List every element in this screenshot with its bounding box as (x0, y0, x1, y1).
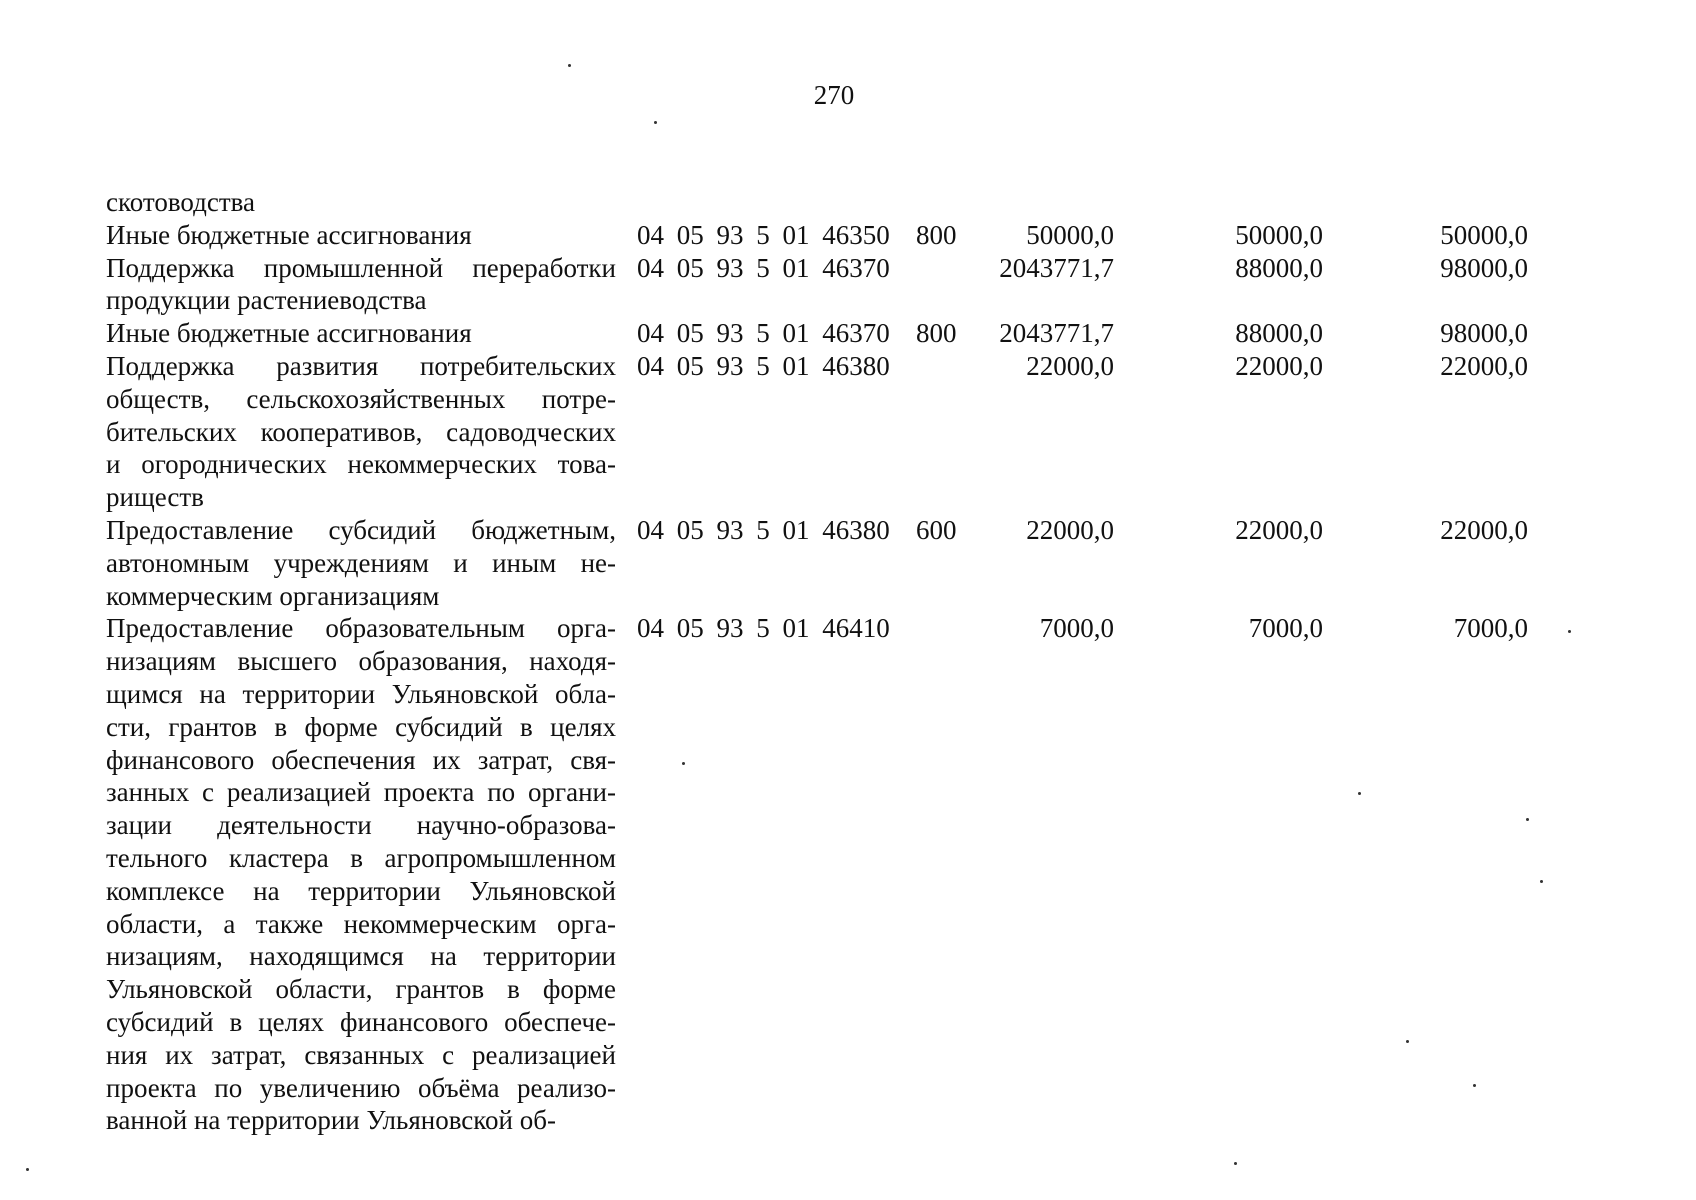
row-description-line: Поддержка промышленной переработки (106, 252, 616, 283)
row-description-line: Поддержка развития потребительских (106, 351, 616, 381)
row-description-line: финансового обеспечения их затрат, свя- (106, 744, 616, 775)
row-amount-1: 22000,0 (1026, 351, 1114, 381)
scan-speck (682, 762, 685, 765)
row-code: 04 05 93 5 01 46380 (637, 351, 890, 381)
row-amount-1: 2043771,7 (999, 252, 1114, 283)
row-description-line: ния их затрат, связанных с реализацией (106, 1039, 616, 1070)
row-code: 04 05 93 5 01 46410 (637, 613, 890, 644)
row-description-line: продукции растениеводства (106, 285, 427, 316)
scan-speck (1526, 818, 1529, 821)
row-description-line: Иные бюджетные ассигнования (106, 318, 472, 349)
row-amount-2: 88000,0 (1235, 252, 1323, 283)
scan-speck (1568, 630, 1571, 633)
row-description-line: щимся на территории Ульяновской обла- (106, 679, 616, 709)
row-amount-3: 98000,0 (1440, 252, 1528, 283)
row-description-line: занных с реализацией проекта по органи- (106, 777, 616, 808)
row-description-line: бительских кооперативов, садоводческих (106, 416, 616, 447)
row-amount-1: 2043771,7 (999, 318, 1114, 349)
row-description-line: Предоставление образовательным орга- (106, 613, 616, 644)
row-code: 04 05 93 5 01 46370 (637, 318, 890, 349)
row-description-line: скотоводства (106, 187, 256, 217)
row-description-line: и огороднических некоммерческих това- (106, 449, 616, 480)
row-amount-1: 22000,0 (1026, 515, 1114, 545)
scan-speck (654, 121, 657, 124)
row-amount-2: 88000,0 (1235, 318, 1323, 349)
row-amount-2: 22000,0 (1235, 351, 1323, 381)
row-amount-3: 50000,0 (1440, 219, 1528, 250)
scan-speck (568, 64, 571, 67)
row-amount-3: 22000,0 (1440, 351, 1528, 381)
scan-speck (1473, 1084, 1476, 1087)
row-expense-type: 800 (916, 318, 957, 349)
row-description-line: комплексе на территории Ульяновской (106, 875, 616, 906)
row-amount-2: 50000,0 (1235, 219, 1323, 250)
page-number: 270 (813, 80, 855, 110)
row-description-line: сти, грантов в форме субсидий в целях (106, 711, 616, 742)
row-description-line: низациям высшего образования, находя- (106, 646, 616, 677)
row-description-line: коммерческим организациям (106, 580, 440, 611)
row-expense-type: 800 (916, 219, 957, 250)
row-amount-2: 22000,0 (1235, 515, 1323, 545)
row-description-line: проекта по увеличению объёма реализо- (106, 1072, 616, 1103)
scan-speck (26, 1168, 29, 1171)
row-description-line: области, а также некоммерческим орга- (106, 908, 616, 939)
row-description-line: обществ, сельскохозяйственных потре- (106, 383, 616, 414)
row-description-line: Ульяновской области, грантов в форме (106, 974, 616, 1005)
scan-speck (1540, 880, 1543, 883)
scan-speck (1234, 1162, 1237, 1165)
row-amount-3: 7000,0 (1453, 613, 1528, 644)
scan-speck (1358, 792, 1361, 795)
row-description-line: автономным учреждениям и иным не- (106, 547, 616, 578)
row-description-line: тельного кластера в агропромышленном (106, 843, 616, 873)
row-description-line: риществ (106, 482, 204, 513)
row-description-line: Иные бюджетные ассигнования (106, 219, 472, 250)
row-amount-1: 7000,0 (1039, 613, 1114, 644)
row-amount-2: 7000,0 (1248, 613, 1323, 644)
row-description-line: Предоставление субсидий бюджетным, (106, 515, 616, 545)
row-amount-3: 22000,0 (1440, 515, 1528, 545)
row-amount-1: 50000,0 (1026, 219, 1114, 250)
scan-speck (1406, 1040, 1409, 1043)
row-code: 04 05 93 5 01 46350 (637, 219, 890, 250)
row-code: 04 05 93 5 01 46370 (637, 252, 890, 283)
row-description-line: субсидий в целях финансового обеспече- (106, 1007, 616, 1037)
row-description-line: зации деятельности научно-образова- (106, 810, 616, 841)
row-description-line: низациям, находящимся на территории (106, 941, 616, 972)
row-code: 04 05 93 5 01 46380 (637, 515, 890, 545)
row-description-line: ванной на территории Ульяновской об- (106, 1105, 556, 1136)
row-expense-type: 600 (916, 515, 957, 545)
row-amount-3: 98000,0 (1440, 318, 1528, 349)
